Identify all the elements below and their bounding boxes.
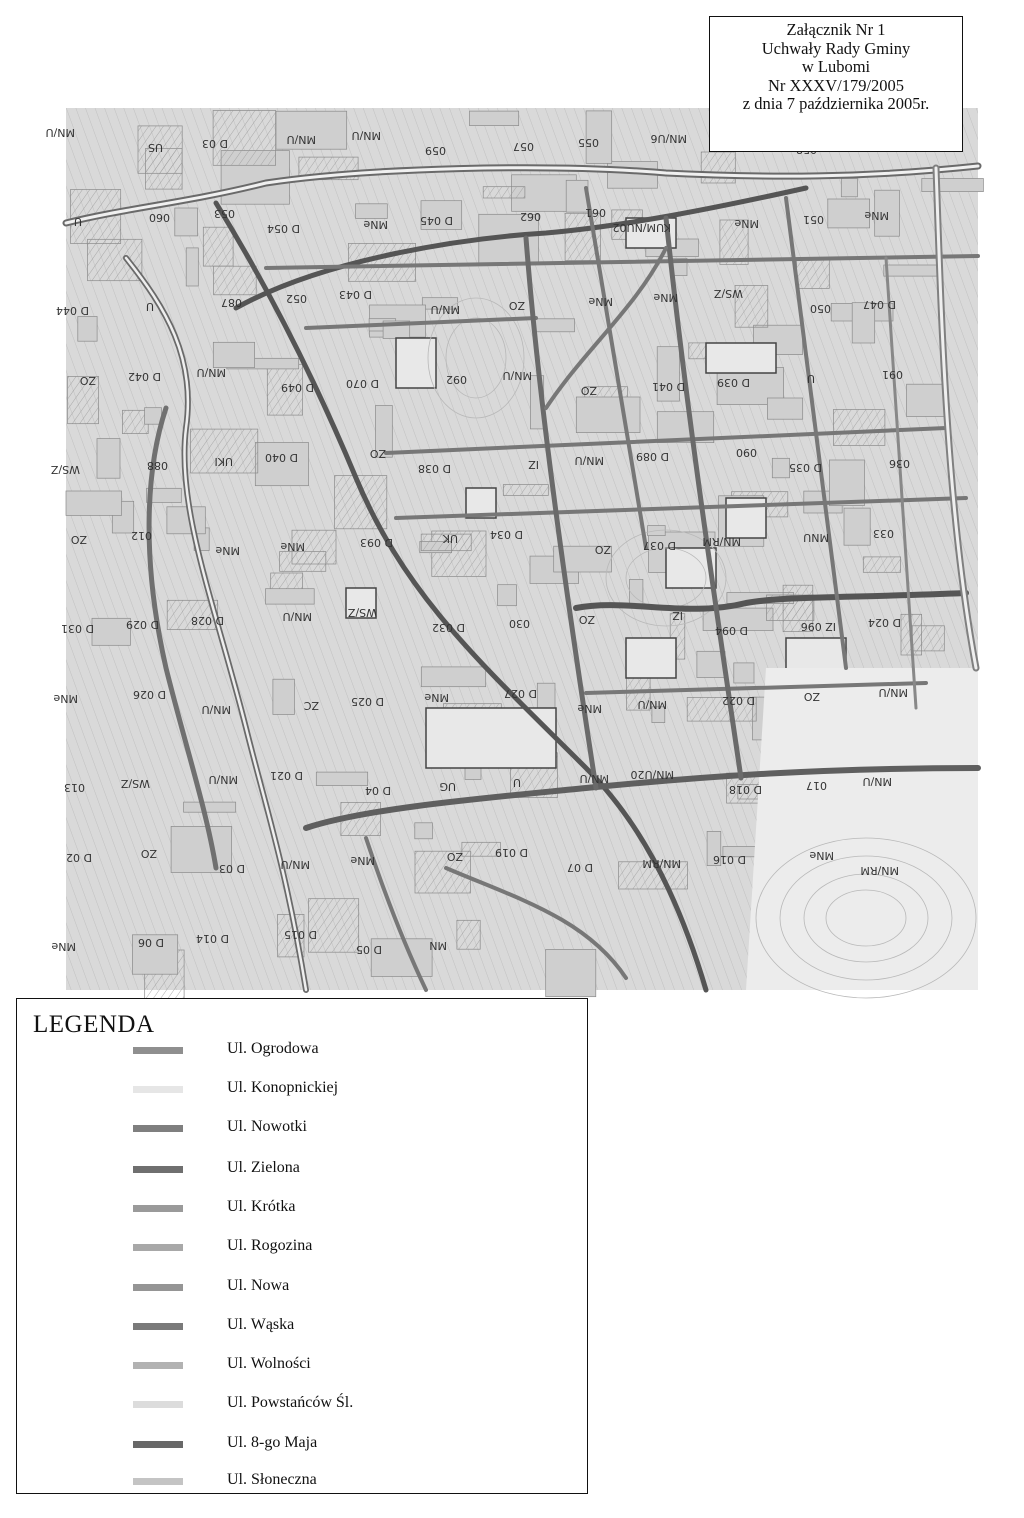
map-zone-label: ZO xyxy=(446,850,463,863)
legend-item-label: Ul. Słoneczna xyxy=(227,1471,317,1488)
parcel xyxy=(186,248,198,286)
legend-item xyxy=(17,1391,587,1419)
map-zone-label: D 042 xyxy=(128,370,161,383)
parcel xyxy=(213,342,254,367)
map-zone-label: MNe xyxy=(864,209,889,222)
header-line-annex: Załącznik Nr 1 xyxy=(786,20,886,39)
map-zone-label: D 093 xyxy=(360,536,393,549)
map-zone-label: D 045 xyxy=(420,214,453,227)
parcel xyxy=(97,439,120,479)
map-zone-label: 051 xyxy=(803,213,824,226)
map-zone-label: 030 xyxy=(509,617,530,630)
map-zone-label: 036 xyxy=(889,457,910,470)
map-zone-label: MN/U xyxy=(208,773,238,786)
legend-swatch xyxy=(133,1323,183,1330)
cadastral-map xyxy=(45,108,978,990)
map-zone-label: ZO xyxy=(79,374,96,387)
legend-box xyxy=(16,998,588,1494)
map-zone-label: WS/Z xyxy=(347,606,377,619)
parcel xyxy=(498,585,517,606)
map-zone-label: D 03 xyxy=(202,137,228,150)
map-zone-label: D 021 xyxy=(270,769,303,782)
legend-item-label: Ul. Nowa xyxy=(227,1277,290,1294)
parcel xyxy=(457,920,480,949)
legend-item xyxy=(17,1470,587,1492)
legend-item xyxy=(17,1352,587,1380)
map-zone-label: 059 xyxy=(425,144,446,157)
map-zone-label: D 029 xyxy=(126,618,159,631)
map-zone-label: D 07 xyxy=(567,861,593,874)
legend-item-label: Ul. Zielona xyxy=(227,1159,300,1176)
map-zone-label: WS/Z xyxy=(120,777,150,790)
parcel xyxy=(907,384,945,416)
map-zone-label: WS/Z xyxy=(50,463,80,476)
map-zone-label: D 047 xyxy=(863,298,896,311)
map-zone-label: D 018 xyxy=(729,783,762,796)
parcel xyxy=(184,802,236,812)
map-zone-label: D 070 xyxy=(346,377,379,390)
parcel xyxy=(546,949,596,996)
parcel xyxy=(767,398,802,419)
map-zone-label: MN/U6 xyxy=(650,132,687,145)
map-zone-label: MN/U xyxy=(45,126,75,139)
map-zone-label: D 034 xyxy=(490,528,523,541)
parcel xyxy=(271,573,303,590)
legend-item-label: Ul. Nowotki xyxy=(227,1118,307,1135)
parcel xyxy=(421,667,485,687)
parcel xyxy=(273,679,295,714)
map-zone-label: MN/U xyxy=(196,366,226,379)
legend-swatch xyxy=(133,1401,183,1408)
legend-swatch xyxy=(133,1047,183,1054)
map-zone-label: D 028 xyxy=(191,614,224,627)
map-zone-label: US xyxy=(147,141,163,154)
map-zone-label: D 06 xyxy=(138,936,164,949)
map-zone-label: D 026 xyxy=(133,688,166,701)
map-zone-label: ZO xyxy=(580,384,597,397)
map-zone-label: D 04 xyxy=(365,784,391,797)
map-zone-label: MNe xyxy=(424,691,449,704)
map-zone-label: MNe xyxy=(734,217,759,230)
legend-swatch xyxy=(133,1166,183,1173)
map-zone-label: D 037 xyxy=(643,539,676,552)
parcel xyxy=(92,618,130,645)
map-zone-label: MN/U xyxy=(574,454,604,467)
map-zone-label: 033 xyxy=(873,527,894,540)
map-zone-label: MNe xyxy=(280,540,305,553)
map-zone-label: D 044 xyxy=(56,304,89,317)
parcel xyxy=(630,579,643,604)
map-zone-label: D 040 xyxy=(265,451,298,464)
map-zone-label: MNU xyxy=(803,531,829,544)
legend-item xyxy=(17,1313,587,1341)
map-zone-label: 062 xyxy=(520,210,541,223)
map-zone-label: MN/U xyxy=(280,858,310,871)
parcel xyxy=(316,772,367,785)
map-zone-label: 060 xyxy=(149,211,170,224)
parcel xyxy=(833,410,885,446)
map-drawing xyxy=(45,108,978,990)
map-zone-label: IZ xyxy=(528,458,539,471)
parcel xyxy=(415,823,433,839)
map-zone-label: UG xyxy=(439,780,456,793)
legend-item xyxy=(17,1195,587,1223)
map-zone-label: 061 xyxy=(585,206,606,219)
header-line-date: z dnia 7 października 2005r. xyxy=(742,94,930,113)
map-zone-label: D 027 xyxy=(504,687,537,700)
map-zone-label: U xyxy=(512,776,521,789)
map-zone-label: D 024 xyxy=(868,616,901,629)
resolution-header-box xyxy=(709,16,963,152)
legend-swatch xyxy=(133,1362,183,1369)
parcel xyxy=(145,408,162,425)
map-zone-label: D 089 xyxy=(636,450,669,463)
map-zone-label: WS/Z xyxy=(713,287,743,300)
legend-item-label: Ul. Wąska xyxy=(227,1316,295,1333)
parcel xyxy=(576,397,640,433)
map-zone-label: ZO xyxy=(140,847,157,860)
map-zone-label: MN/U xyxy=(502,369,532,382)
land-use-zone xyxy=(626,638,676,678)
map-zone-label: MN/U xyxy=(286,133,316,146)
legend-item-label: Ul. Konopnickiej xyxy=(227,1079,339,1096)
legend-item xyxy=(17,1115,587,1143)
legend-item xyxy=(17,1076,587,1104)
map-zone-label: D 025 xyxy=(351,695,384,708)
legend-item xyxy=(17,1431,587,1459)
map-zone-label: MNe xyxy=(653,291,678,304)
map-zone-label: D 049 xyxy=(281,381,314,394)
map-zone-label: KUM/NU02 xyxy=(612,221,671,234)
header-line-place: w Lubomi xyxy=(801,57,871,76)
map-zone-label: D 022 xyxy=(722,694,755,707)
parcel xyxy=(66,491,122,515)
legend-item-label: Ul. Rogozina xyxy=(227,1237,313,1254)
map-zone-label: MNe xyxy=(51,940,76,953)
parcel xyxy=(88,239,142,280)
map-zone-label: U xyxy=(145,300,154,313)
parcel xyxy=(175,208,198,236)
map-zone-label: 052 xyxy=(286,292,307,305)
map-zone-label: ZO xyxy=(70,533,87,546)
map-zone-label: MNe xyxy=(350,854,375,867)
map-zone-label: ZO xyxy=(594,543,611,556)
map-zone-label: MNe xyxy=(588,295,613,308)
map-zone-label: 013 xyxy=(64,781,85,794)
map-zone-label: MN/RM xyxy=(642,857,681,870)
map-zone-label: MN/U xyxy=(579,772,609,785)
parcel xyxy=(797,260,830,289)
map-zone-label: ZO xyxy=(803,690,820,703)
map-zone-label: MN/U xyxy=(637,698,667,711)
land-use-zone xyxy=(396,338,436,388)
map-zone-label: 057 xyxy=(513,140,534,153)
parcel xyxy=(356,204,388,219)
legend-swatch xyxy=(133,1244,183,1251)
map-zone-label: 012 xyxy=(131,529,152,542)
legend-item-label: Ul. Ogrodowa xyxy=(227,1040,319,1057)
map-zone-label: MN/U xyxy=(351,129,381,142)
header-line-council: Uchwały Rady Gminy xyxy=(761,38,911,58)
map-zone-label: IZ 096 xyxy=(800,620,836,633)
map-zone-label: D 03 xyxy=(219,862,245,875)
map-zone-label: D 05 xyxy=(356,943,382,956)
parcel xyxy=(309,899,359,953)
map-zone-label: D 032 xyxy=(432,621,465,634)
map-zone-label: MN/U xyxy=(862,775,892,788)
legend-item-label: Ul. Powstańców Śl. xyxy=(227,1394,354,1411)
parcel xyxy=(534,319,575,332)
parcel xyxy=(841,178,857,196)
legend-item-label: Ul. 8-go Maja xyxy=(227,1434,318,1451)
map-zone-label: ZO xyxy=(369,447,386,460)
map-zone-label: D 016 xyxy=(713,853,746,866)
map-zone-label: 092 xyxy=(446,373,467,386)
map-zone-label: 053 xyxy=(214,207,235,220)
map-zone-label: MN/U xyxy=(430,303,460,316)
map-zone-label: 055 xyxy=(578,136,599,149)
legend-swatch xyxy=(133,1441,183,1448)
map-zone-label: MNe xyxy=(809,849,834,862)
parcel xyxy=(503,485,548,496)
legend-item xyxy=(17,1156,587,1184)
parcel xyxy=(566,180,588,212)
map-zone-label: D 038 xyxy=(418,462,451,475)
legend-item xyxy=(17,1234,587,1262)
map-zone-label: ZC xyxy=(303,699,319,712)
parcel xyxy=(266,589,315,604)
parcel xyxy=(734,663,754,683)
map-zone-label: UKI xyxy=(214,455,233,468)
open-field-area xyxy=(746,668,978,990)
legend-item-label: Ul. Wolności xyxy=(227,1355,311,1372)
map-zone-label: MN/U xyxy=(201,703,231,716)
map-zone-label: MN/U xyxy=(282,610,312,623)
map-zone-label: D 094 xyxy=(715,624,748,637)
map-zone-label: D 035 xyxy=(789,461,822,474)
map-zone-label: 087 xyxy=(221,296,242,309)
legend-item xyxy=(17,1037,587,1065)
parcel xyxy=(844,508,870,545)
map-zone-label: 088 xyxy=(147,459,168,472)
parcel xyxy=(863,557,900,572)
land-use-zone xyxy=(706,343,776,373)
map-zone-label: U xyxy=(806,372,815,385)
map-zone-label: MNe xyxy=(363,218,388,231)
map-zone-label: ZO xyxy=(578,613,595,626)
legend-title: LEGENDA xyxy=(33,1011,155,1038)
map-zone-label: 090 xyxy=(736,446,757,459)
map-zone-label: D 039 xyxy=(717,376,750,389)
map-zone-label: D 054 xyxy=(267,222,300,235)
parcel xyxy=(203,227,233,266)
parcel xyxy=(922,179,984,192)
legend-swatch xyxy=(133,1125,183,1132)
map-zone-label: D 02 xyxy=(66,851,92,864)
parcel xyxy=(78,317,97,342)
parcel xyxy=(829,460,864,506)
map-zone-label: ZO xyxy=(508,299,525,312)
legend-swatch xyxy=(133,1478,183,1485)
map-zone-label: MN/RM xyxy=(702,535,741,548)
map-zone-label: 091 xyxy=(882,368,903,381)
map-zone-label: IZ xyxy=(672,609,683,622)
parcel xyxy=(167,507,205,534)
map-zone-label: UK xyxy=(442,532,458,545)
parcel xyxy=(884,265,941,276)
map-zone-label: D 015 xyxy=(284,928,317,941)
map-zone-label: MNe xyxy=(53,692,78,705)
parcel xyxy=(214,266,257,295)
header-line-number: Nr XXXV/179/2005 xyxy=(767,75,905,95)
parcel xyxy=(483,187,525,198)
map-zone-label: D 043 xyxy=(339,288,372,301)
map-zone-label: D 031 xyxy=(61,622,94,635)
map-zone-label: MN xyxy=(429,939,447,952)
map-zone-label: D 014 xyxy=(196,932,229,945)
legend-swatch xyxy=(133,1205,183,1212)
map-zone-label: D 041 xyxy=(652,380,685,393)
map-zone-label: MN/U xyxy=(878,686,908,699)
map-zone-label: MNe xyxy=(215,544,240,557)
legend-swatch xyxy=(133,1086,183,1093)
map-zone-label: MNe xyxy=(577,702,602,715)
map-zone-label: U xyxy=(73,215,82,228)
legend-item-label: Ul. Krótka xyxy=(227,1198,296,1215)
map-zone-label: D 019 xyxy=(495,846,528,859)
map-zone-label: MN/U20 xyxy=(630,768,674,781)
parcel xyxy=(772,458,789,478)
map-zone-label: MN/RM xyxy=(860,864,899,877)
parcel xyxy=(470,111,519,126)
map-zone-label: 050 xyxy=(810,302,831,315)
legend-swatch xyxy=(133,1284,183,1291)
legend-item xyxy=(17,1274,587,1302)
parcel xyxy=(828,199,870,228)
map-zone-label: 017 xyxy=(806,779,827,792)
